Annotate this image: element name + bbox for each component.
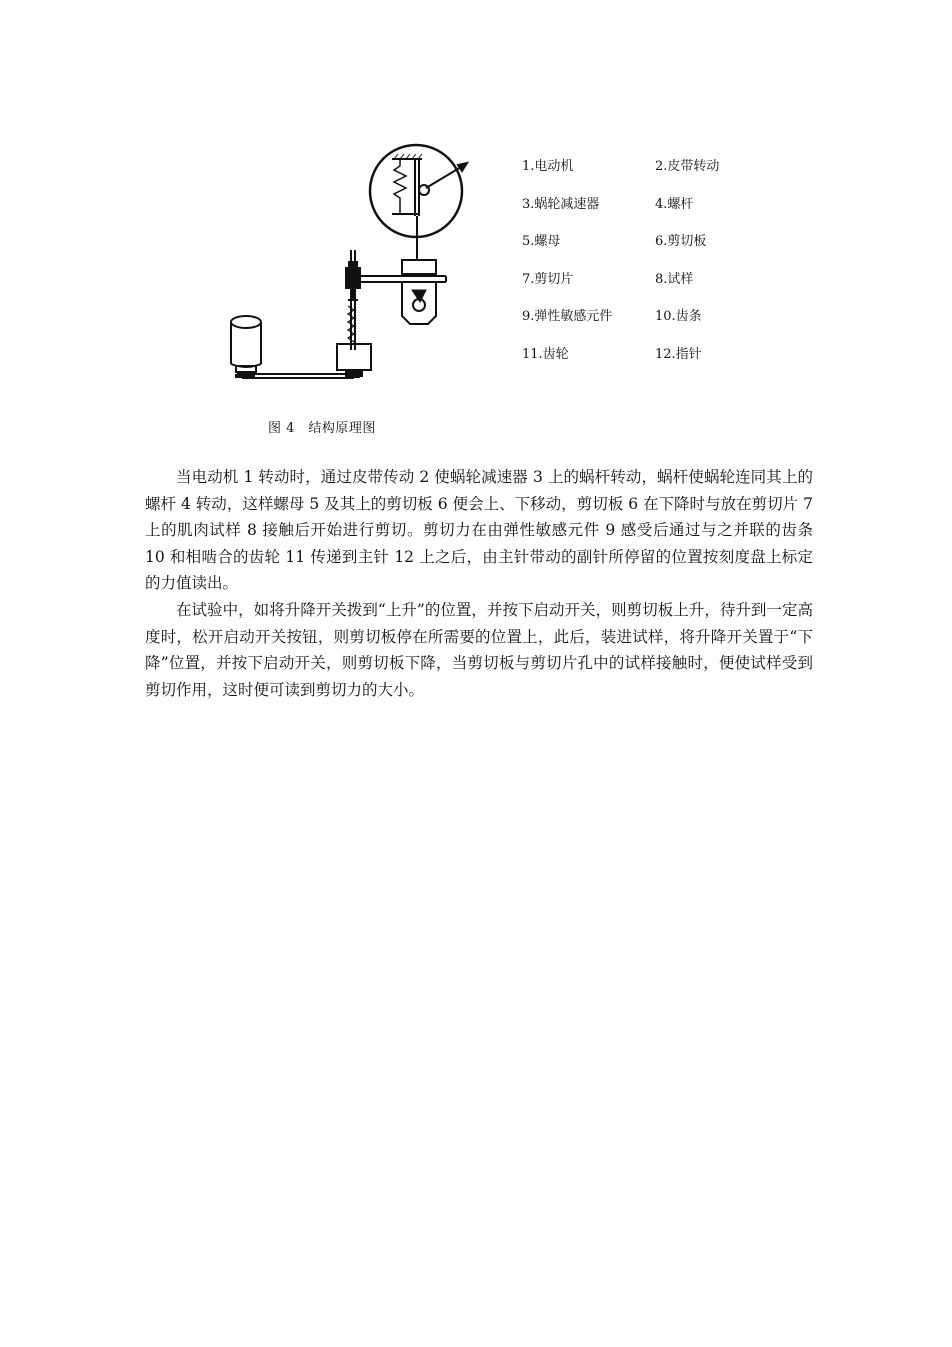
legend-row	[522, 196, 802, 234]
legend-item: 5.螺母	[522, 234, 561, 249]
figure-legend	[522, 158, 802, 383]
legend-item: 2.皮带转动	[655, 159, 720, 174]
rack-gear	[346, 250, 360, 350]
legend-row	[522, 233, 802, 271]
legend-row	[522, 346, 802, 384]
structure-diagram	[220, 130, 520, 385]
legend-item: 9.弹性敏感元件	[522, 309, 613, 324]
legend-item: 4.螺杆	[655, 196, 694, 212]
legend-item: 12.指针	[655, 346, 702, 362]
legend-row	[522, 271, 802, 309]
legend-item: 7.剪切片	[522, 271, 574, 287]
legend-item: 10.齿条	[655, 309, 702, 324]
figure-caption: 图 4 结构原理图	[268, 421, 376, 436]
motor	[231, 316, 261, 377]
spring-mount	[392, 154, 422, 216]
paragraph: 当电动机 1 转动时，通过皮带传动 2 使蜗轮减速器 3 上的蜗杆转动，蜗杆使蜗轮连同其上的螺杆 4 转动，这样螺母 5 及其上的剪切板 6 便会上、下移动，剪切板 6 在下降时与放在剪切片 7 上的肌肉试样 8 接触后开始进行剪切。剪切力在由弹性敏感元件 9 感受后通过与之并联的齿条 10 和相啮合的齿轮 11 传递到主针 12 上之后，由主针带动的副针所停留的位置按刻度盘上标定的力值读出。	[145, 468, 813, 593]
legend-row	[522, 308, 802, 346]
body-text	[145, 464, 813, 703]
legend-item: 1.电动机	[522, 159, 574, 174]
shear-housing	[360, 260, 446, 324]
spring	[394, 159, 406, 214]
paragraph: 在试验中，如将升降开关拨到“上升”的位置，并按下启动开关，则剪切板上升，待升到一定高度时，松开启动开关按钮，则剪切板停在所需要的位置上，此后，装进试样，将升降开关置于“下降”位置，并按下启动开关，则剪切板下降，当剪切板与剪切片孔中的试样接触时，便使试样受到剪切作用，这时便可读到剪切力的大小。	[145, 600, 813, 699]
legend-item: 11.齿轮	[522, 346, 569, 362]
legend-item: 3.蜗轮减速器	[522, 196, 600, 212]
legend-item: 6.剪切板	[655, 234, 707, 249]
legend-row	[522, 158, 802, 196]
legend-item: 8.试样	[655, 271, 694, 287]
